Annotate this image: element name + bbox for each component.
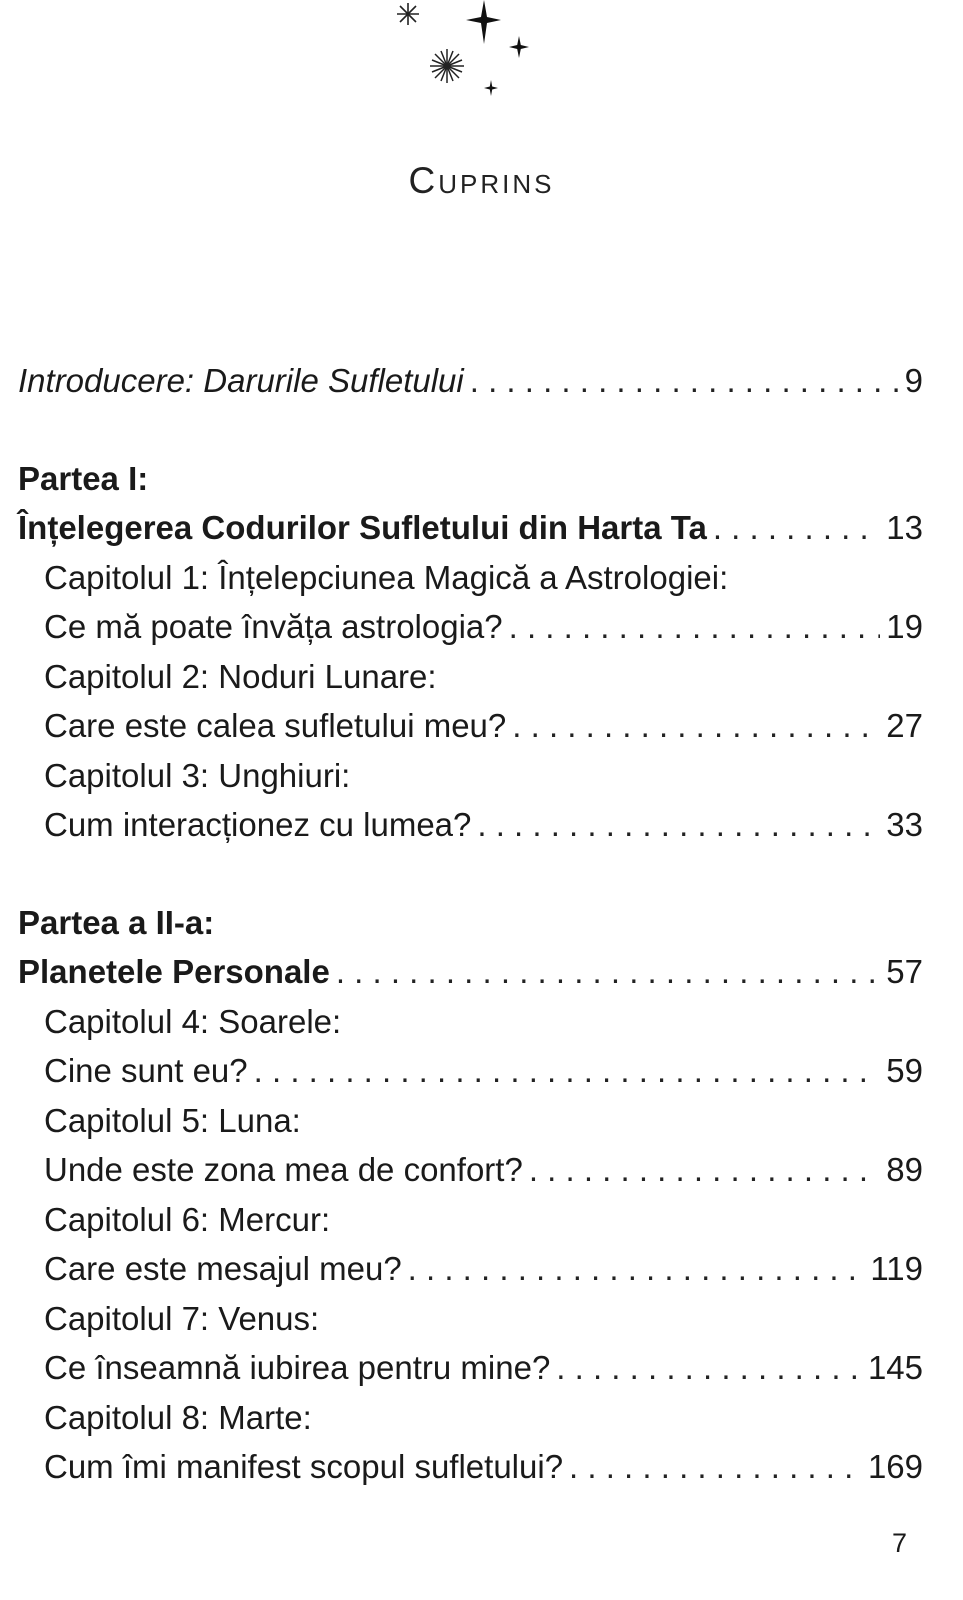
toc-entry-title: Cum îmi manifest scopul sufletului? (44, 1448, 564, 1485)
dot-leader (556, 1343, 862, 1393)
toc-page-number: 59 (886, 1052, 923, 1089)
chapter-label: Capitolul 8: Marte: (44, 1398, 312, 1436)
toc-entry-chapter-2[interactable] (18, 701, 923, 751)
toc-page-number: 33 (886, 806, 923, 843)
dot-leader (470, 356, 899, 406)
toc-entry-chapter-6[interactable] (18, 1244, 923, 1294)
chapter-label: Capitolul 7: Venus: (44, 1299, 320, 1337)
dot-leader (254, 1046, 881, 1096)
chapter-label: Capitolul 6: Mercur: (44, 1200, 331, 1238)
dot-leader (569, 1442, 862, 1492)
toc-page-number: 27 (886, 707, 923, 744)
toc-page-number: 9 (904, 362, 923, 399)
star-cluster-icon (0, 0, 963, 110)
toc-entry-title: Care este calea sufletului meu? (44, 707, 507, 744)
toc-entry-chapter-7[interactable] (18, 1343, 923, 1393)
toc-entry-title: Care este mesajul meu? (44, 1250, 402, 1287)
toc-entry-title: Unde este zona mea de confort? (44, 1151, 523, 1188)
dot-leader (477, 800, 880, 850)
toc-entry-part-2[interactable] (18, 947, 923, 997)
dot-leader (713, 503, 880, 553)
four-point-star-icon (466, 0, 501, 44)
toc-entry-title: Planetele Personale (18, 953, 330, 990)
toc-entry-chapter-8[interactable] (18, 1442, 923, 1492)
toc-page-number: 57 (886, 953, 923, 990)
toc-entry-chapter-4[interactable] (18, 1046, 923, 1096)
chapter-label: Capitolul 5: Luna: (44, 1101, 301, 1139)
toc-entry-title: Ce mă poate învăța astrologia? (44, 608, 503, 645)
asterisk-star-icon (397, 3, 419, 25)
part-label: Partea a II-a: (18, 903, 215, 941)
toc-entry-chapter-1[interactable] (18, 602, 923, 652)
toc-page-number: 19 (886, 608, 923, 645)
dot-leader (529, 1145, 880, 1195)
burst-star-icon (430, 49, 464, 83)
toc-entry-title: Introducere: Darurile Sufletului (18, 362, 464, 399)
toc-entry-chapter-3[interactable] (18, 800, 923, 850)
toc-entry-title: Ce înseamnă iubirea pentru mine? (44, 1349, 551, 1386)
toc-page-number: 169 (867, 1448, 923, 1485)
dot-leader (408, 1244, 865, 1294)
toc-page-number: 89 (886, 1151, 923, 1188)
chapter-label: Capitolul 4: Soarele: (44, 1002, 342, 1040)
chapter-label: Capitolul 2: Noduri Lunare: (44, 657, 437, 695)
dot-leader (336, 947, 880, 997)
chapter-label: Capitolul 3: Unghiuri: (44, 756, 351, 794)
four-point-star-icon (484, 80, 498, 96)
dot-leader (512, 701, 880, 751)
toc-entry-intro[interactable] (18, 356, 923, 406)
toc-entry-part-1[interactable] (18, 503, 923, 553)
toc-entry-title: Cine sunt eu? (44, 1052, 248, 1089)
dot-leader (509, 602, 881, 652)
toc-entry-chapter-5[interactable] (18, 1145, 923, 1195)
four-point-star-icon (509, 36, 529, 58)
toc-entry-title: Cum interacționez cu lumea? (44, 806, 472, 843)
toc-page-number: 13 (886, 509, 923, 546)
table-of-contents (18, 356, 923, 1492)
toc-page-number: 119 (870, 1250, 923, 1287)
chapter-label: Capitolul 1: Înțelepciunea Magică a Astrologiei: (44, 558, 729, 596)
page-footer-number: 7 (891, 1528, 907, 1558)
part-label: Partea I: (18, 459, 149, 497)
toc-entry-title: Înțelegerea Codurilor Sufletului din Harta Ta (18, 509, 707, 546)
page-title: Cuprins (408, 160, 555, 201)
toc-page-number: 145 (867, 1349, 923, 1386)
